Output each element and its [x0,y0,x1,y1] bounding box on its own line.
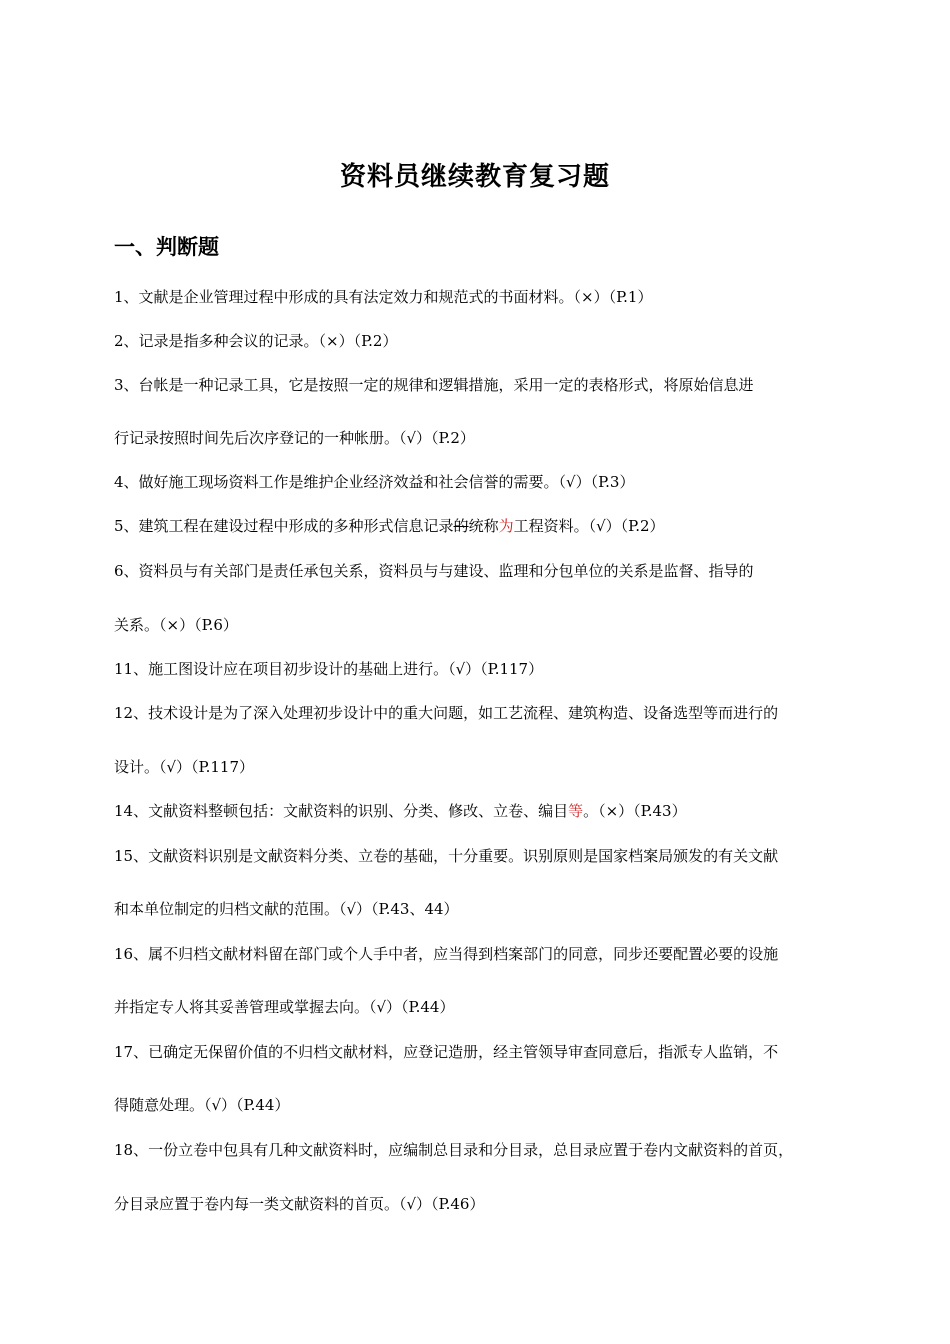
line-text: 14、文献资料整顿包括：文献资料的识别、分类、修改、立卷、编目 [114,802,569,820]
line-text: 5、建筑工程在建设过程中形成的多种形式信息记录 [114,517,454,535]
question-line: 4、做好施工现场资料工作是维护企业经济效益和社会信誉的需要。（√）（P.3） [114,473,635,491]
question-line: 18、一份立卷中包具有几种文献资料时，应编制总目录和分目录，总目录应置于卷内文献资料的首页， [114,1141,794,1159]
question-line: 关系。（×）（P.6） [114,616,238,634]
highlight-text: 等 [568,802,584,820]
question-line: 行记录按照时间先后次序登记的一种帐册。（√）（P.2） [114,429,475,447]
question-line: 6、资料员与有关部门是责任承包关系，资料员与与建设、监理和分包单位的关系是监督、指导的 [114,562,754,580]
document-title: 资料员继续教育复习题 [339,162,610,192]
highlight-text: 为 [498,517,514,535]
question-line: 16、属不归档文献材料留在部门或个人手中者，应当得到档案部门的同意，同步还要配置必要的设施 [114,945,779,963]
question-line: 并指定专人将其妥善管理或掌握去向。（√）（P.44） [114,998,455,1016]
question-line: 12、技术设计是为了深入处理初步设计中的重大问题，如工艺流程、建筑构造、设备选型等而进行的 [114,704,779,722]
question-line: 1、文献是企业管理过程中形成的具有法定效力和规范式的书面材料。（×）（P.1） [114,288,653,306]
question-line: 17、已确定无保留价值的不归档文献材料，应登记造册，经主管领导审查同意后，指派专人监销，不 [114,1043,779,1061]
question-line: 设计。（√）（P.117） [114,758,255,776]
question-line-5 [114,516,665,536]
question-line: 2、记录是指多种会议的记录。（×）（P.2） [114,332,398,350]
question-line: 11、施工图设计应在项目初步设计的基础上进行。（√）（P.117） [114,660,544,678]
line-text: 工程资料。（√）（P.2） [513,517,665,535]
line-text: 。（×）（P.43） [583,802,687,820]
struck-text: 的 [453,517,469,535]
question-line: 得随意处理。（√）（P.44） [114,1096,290,1114]
line-text: 统称 [468,517,499,535]
question-line-14 [114,801,687,821]
question-line: 3、台帐是一种记录工具，它是按照一定的规律和逻辑措施，采用一定的表格形式，将原始信息进 [114,376,754,394]
question-line: 分目录应置于卷内每一类文献资料的首页。（√）（P.46） [114,1195,485,1213]
section-heading: 一、判断题 [114,235,219,259]
question-line: 和本单位制定的归档文献的范围。（√）（P.43、44） [114,900,459,918]
question-line: 15、文献资料识别是文献资料分类、立卷的基础，十分重要。识别原则是国家档案局颁发的有关文献 [114,847,779,865]
